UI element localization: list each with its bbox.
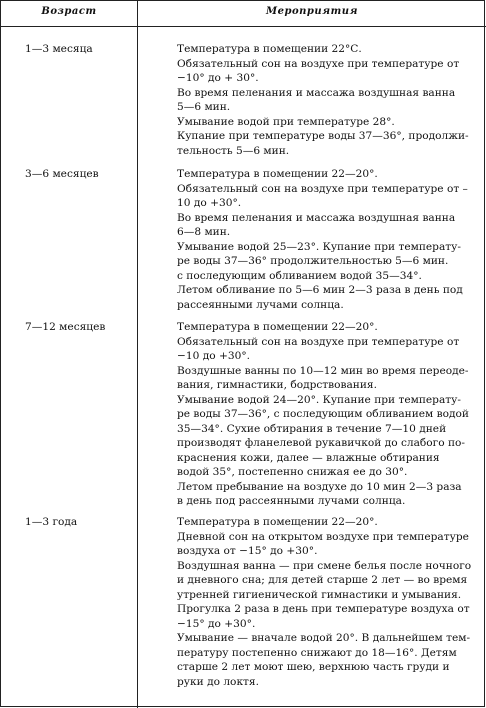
activity-line: ре воды 37—36° продолжительностью 5—6 мин. [177,255,449,267]
activity-line: пературу постепенно снижают до 18—16°. Детям [177,646,457,659]
activity-line: в день под рассеянными лучами солнца. [177,495,406,507]
activity-line: Температура в помещении 22—20°. [177,516,378,528]
activity-line: руки до локтя. [177,675,259,688]
activity-line: Температура в помещении 22—20°. [177,321,378,333]
activity-line: ре воды 37—36°, с последующим обливанием водой [177,408,469,420]
activity-line: 10 до +30°. [177,197,242,209]
activity-line: −10 до +30°. [177,350,251,362]
activity-line: 5—6 мин. [177,101,231,113]
activity-line: Во время пеленания и массажа воздушная ванна [177,211,456,224]
row-age: 1—3 года [25,516,78,528]
activity-line: Обязательный сон на воздухе при температуре от [177,57,460,70]
column-divider [137,1,138,708]
activity-line: Прогулка 2 раза в день при температуре воздуха от [177,603,470,615]
activity-line: вания, гимнастики, бодрствования. [177,379,377,391]
activity-line: Температура в помещении 22°С. [177,43,362,55]
activity-line: Умывание водой при температуре 28°. [177,115,395,128]
activity-line: тельность 5—6 мин. [177,144,290,157]
row-activities [177,320,477,509]
activity-line: утренней гигиенической гимнастики и умывания. [177,588,462,601]
header-activities: Мероприятия [266,6,358,17]
activity-line: Дневной сон на открытом воздухе при температуре [177,530,469,543]
activity-line: −15° до +30°. [177,617,256,630]
activity-line: 35—34°. Сухие обтирания в течение 7—10 дней [177,422,447,435]
activity-line: Обязательный сон на воздухе при температуре от – [177,182,468,195]
activity-line: рассеянными лучами солнца. [177,298,344,311]
activity-line: воздуха от −15° до +30°. [177,545,318,557]
row-age: 7—12 месяцев [25,321,106,333]
activity-line: Летом обливание по 5—6 мин 2—3 раза в день под [177,284,463,296]
activity-line: Умывание водой 24—20°. Купание при температу- [177,393,461,406]
activity-line: Купание при температуре воды 37—36°, продолжи- [177,130,469,142]
activity-line: Летом пребывание на воздухе до 10 мин 2—3 раза [177,480,462,493]
activity-line: Обязательный сон на воздухе при температуре от [177,335,460,348]
activity-line: водой 35°, постепенно снижая ее до 30°. [177,466,408,478]
row-activities [177,42,477,158]
row-age: 1—3 месяца [25,43,93,55]
header-divider [1,26,486,27]
activity-line: Во время пеленания и массажа воздушная ванна [177,86,456,99]
activity-line: Умывание — вначале водой 20°. В дальнейшем тем- [177,632,471,644]
activity-line: Воздушные ванны по 10—12 мин во время переоде- [177,364,469,377]
row-age: 3—6 месяцев [25,168,99,180]
activity-line: краснения кожи, далее — влажные обтирания [177,451,440,464]
activity-line: производят фланелевой рукавичкой до слабого по- [177,437,465,449]
row-activities [177,515,477,689]
activity-line: 6—8 мин. [177,226,231,238]
header-age: Возраст [41,6,97,17]
activity-line: с последующим обливанием водой 35—34°. [177,269,422,282]
activity-line: Умывание водой 25—23°. Купание при температу- [177,240,461,253]
activity-line: −10° до + 30°. [177,72,259,84]
activity-line: и дневного сна; для детей старше 2 лет — во время [177,574,468,586]
activity-line: старше 2 лет моют шею, верхнюю часть груди и [177,661,450,673]
activity-line: Температура в помещении 22—20°. [177,168,378,180]
row-activities [177,167,477,312]
activity-line: Воздушная ванна — при смене белья после ночного [177,559,472,572]
